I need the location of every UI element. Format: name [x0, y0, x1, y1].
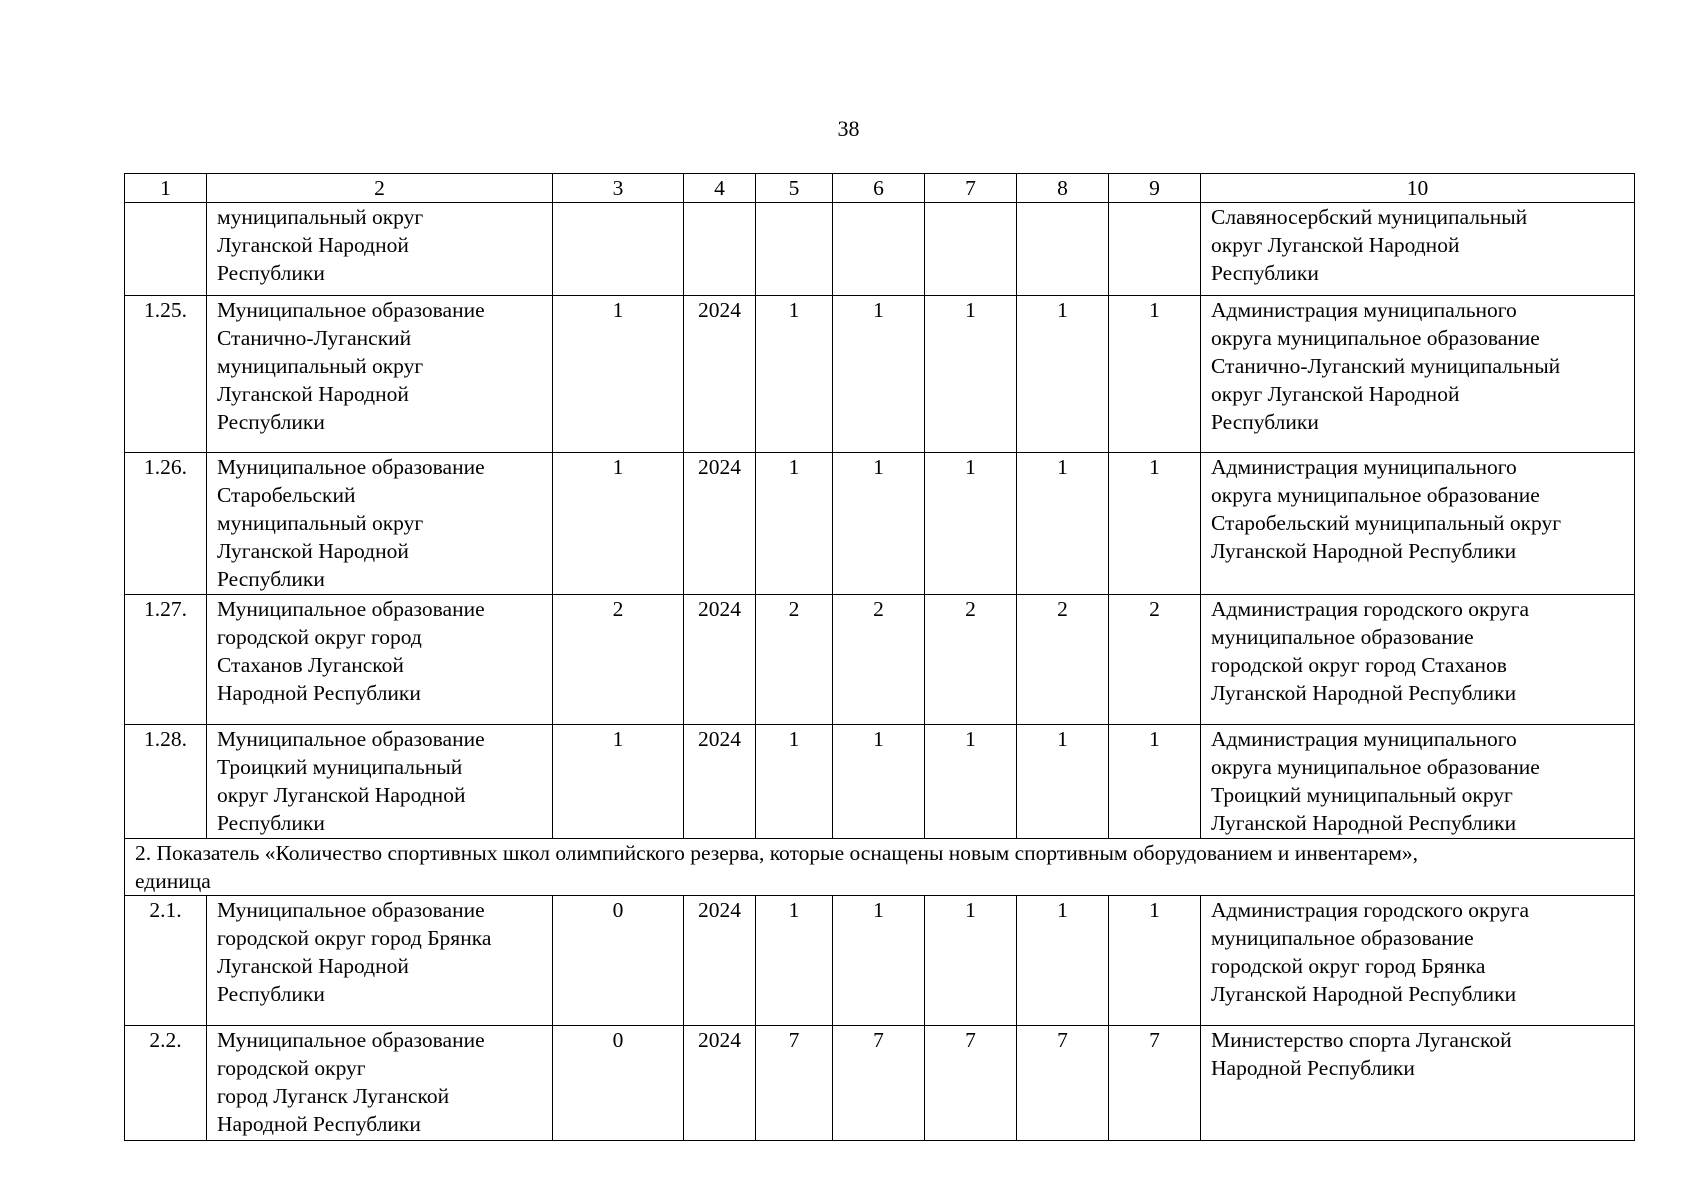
value-cell-v7: 2: [925, 595, 1017, 725]
value-cell-v5: [756, 203, 833, 296]
responsible-body-cell: [1201, 1026, 1635, 1141]
value-cell-v7: 1: [925, 725, 1017, 839]
cell-text-line: Республики: [1211, 410, 1319, 434]
table-row: [125, 725, 1635, 839]
cell-text-line: муниципальный округ: [217, 354, 424, 378]
cell-text-line: Администрация городского округа: [1211, 898, 1530, 922]
cell-text-line: округ Луганской Народной: [1211, 382, 1460, 406]
value-cell-v5: 7: [756, 1026, 833, 1141]
row-number-cell: [125, 203, 207, 296]
municipality-name-cell: [207, 453, 553, 595]
cell-text-line: Славяносербский муниципальный: [1211, 205, 1528, 229]
cell-text-line: Луганской Народной: [217, 382, 409, 406]
column-number-6: 6: [833, 174, 925, 203]
responsible-body-cell: [1201, 296, 1635, 453]
value-cell-v5: 1: [756, 896, 833, 1026]
row-number-cell: 2.2.: [125, 1026, 207, 1141]
cell-text-line: городской округ: [217, 1056, 366, 1080]
value-cell-v8: 1: [1017, 296, 1109, 453]
cell-text-line: Муниципальное образование: [217, 298, 485, 322]
municipality-name-cell: [207, 595, 553, 725]
value-cell-v8: 1: [1017, 896, 1109, 1026]
value-cell-v6: [833, 203, 925, 296]
value-cell-v9: 1: [1109, 725, 1201, 839]
cell-text-line: Народной Республики: [217, 1112, 421, 1136]
value-cell-v9: 1: [1109, 896, 1201, 1026]
column-number-2: 2: [207, 174, 553, 203]
row-number-cell: 1.26.: [125, 453, 207, 595]
column-number-header-row: [125, 174, 1635, 203]
responsible-body-cell: [1201, 203, 1635, 296]
value-cell-v5: 2: [756, 595, 833, 725]
value-cell-v4: 2024: [684, 595, 756, 725]
value-cell-v7: [925, 203, 1017, 296]
row-number-cell: 1.25.: [125, 296, 207, 453]
column-number-9: 9: [1109, 174, 1201, 203]
value-cell-v7: 1: [925, 896, 1017, 1026]
cell-text-line: Луганской Народной Республики: [1211, 539, 1517, 563]
value-cell-v8: 2: [1017, 595, 1109, 725]
cell-text-line: округа муниципальное образование: [1211, 483, 1540, 507]
value-cell-v6: 1: [833, 296, 925, 453]
cell-text-line: Луганской Народной: [217, 539, 409, 563]
value-cell-v4: 2024: [684, 725, 756, 839]
cell-text-line: Администрация муниципального: [1211, 298, 1517, 322]
cell-text-line: Народной Республики: [217, 681, 421, 705]
cell-text-line: Муниципальное образование: [217, 455, 485, 479]
value-cell-v5: 1: [756, 453, 833, 595]
value-cell-v4: [684, 203, 756, 296]
section-2-title: [125, 839, 1635, 896]
value-cell-v6: 1: [833, 725, 925, 839]
value-cell-v8: 1: [1017, 453, 1109, 595]
value-cell-v9: 1: [1109, 296, 1201, 453]
cell-text-line: Старобельский муниципальный округ: [1211, 511, 1562, 535]
cell-text-line: Троицкий муниципальный округ: [1211, 783, 1513, 807]
municipality-name-cell: [207, 296, 553, 453]
cell-text-line: Республики: [217, 811, 325, 835]
value-cell-v3: [553, 203, 684, 296]
municipality-name-cell: [207, 203, 553, 296]
cell-text-line: 2. Показатель «Количество спортивных школ олимпийского резерва, которые оснащены новым спортивным оборудованием и инвентарем»,: [135, 841, 1419, 865]
column-number-8: 8: [1017, 174, 1109, 203]
cell-text-line: городской округ город Брянка: [1211, 954, 1486, 978]
cell-text-line: единица: [135, 869, 211, 893]
cell-text-line: город Луганск Луганской: [217, 1084, 450, 1108]
section-title-row: [125, 839, 1635, 896]
cell-text-line: округ Луганской Народной: [217, 783, 466, 807]
value-cell-v9: 1: [1109, 453, 1201, 595]
column-number-3: 3: [553, 174, 684, 203]
municipality-name-cell: [207, 896, 553, 1026]
value-cell-v3: 0: [553, 896, 684, 1026]
value-cell-v7: 1: [925, 296, 1017, 453]
value-cell-v6: 1: [833, 453, 925, 595]
value-cell-v3: 2: [553, 595, 684, 725]
cell-text-line: Республики: [217, 410, 325, 434]
cell-text-line: городской округ город: [217, 625, 422, 649]
table-row: [125, 296, 1635, 453]
cell-text-line: Троицкий муниципальный: [217, 755, 463, 779]
value-cell-v6: 2: [833, 595, 925, 725]
row-number-cell: 1.28.: [125, 725, 207, 839]
cell-text-line: Луганской Народной Республики: [1211, 681, 1517, 705]
row-number-cell: 2.1.: [125, 896, 207, 1026]
value-cell-v8: 1: [1017, 725, 1109, 839]
table-row: [125, 453, 1635, 595]
cell-text-line: Станично-Луганский: [217, 326, 412, 350]
cell-text-line: Стаханов Луганской: [217, 653, 404, 677]
value-cell-v4: 2024: [684, 1026, 756, 1141]
cell-text-line: муниципальное образование: [1211, 926, 1474, 950]
cell-text-line: округ Луганской Народной: [1211, 233, 1460, 257]
value-cell-v5: 1: [756, 296, 833, 453]
value-cell-v9: [1109, 203, 1201, 296]
value-cell-v5: 1: [756, 725, 833, 839]
table-row: [125, 896, 1635, 1026]
value-cell-v4: 2024: [684, 896, 756, 1026]
table-row: [125, 595, 1635, 725]
value-cell-v3: 1: [553, 725, 684, 839]
cell-text-line: Станично-Луганский муниципальный: [1211, 354, 1561, 378]
value-cell-v8: [1017, 203, 1109, 296]
cell-text-line: Народной Республики: [1211, 1056, 1415, 1080]
cell-text-line: муниципальное образование: [1211, 625, 1474, 649]
value-cell-v4: 2024: [684, 296, 756, 453]
value-cell-v9: 2: [1109, 595, 1201, 725]
value-cell-v7: 7: [925, 1026, 1017, 1141]
cell-text-line: Министерство спорта Луганской: [1211, 1028, 1512, 1052]
value-cell-v7: 1: [925, 453, 1017, 595]
value-cell-v6: 7: [833, 1026, 925, 1141]
cell-text-line: Луганской Народной: [217, 233, 409, 257]
indicator-table: [124, 173, 1635, 1141]
municipality-name-cell: [207, 725, 553, 839]
column-number-4: 4: [684, 174, 756, 203]
column-number-10: 10: [1201, 174, 1635, 203]
value-cell-v4: 2024: [684, 453, 756, 595]
row-number-cell: 1.27.: [125, 595, 207, 725]
responsible-body-cell: [1201, 725, 1635, 839]
cell-text-line: муниципальный округ: [217, 511, 424, 535]
cell-text-line: Луганской Народной Республики: [1211, 982, 1517, 1006]
cell-text-line: городской округ город Брянка: [217, 926, 492, 950]
cell-text-line: Муниципальное образование: [217, 1028, 485, 1052]
cell-text-line: Республики: [217, 261, 325, 285]
cell-text-line: Администрация муниципального: [1211, 455, 1517, 479]
cell-text-line: Администрация городского округа: [1211, 597, 1530, 621]
responsible-body-cell: [1201, 453, 1635, 595]
cell-text-line: округа муниципальное образование: [1211, 755, 1540, 779]
cell-text-line: муниципальный округ: [217, 205, 424, 229]
value-cell-v6: 1: [833, 896, 925, 1026]
column-number-1: 1: [125, 174, 207, 203]
value-cell-v3: 1: [553, 453, 684, 595]
municipality-name-cell: [207, 1026, 553, 1141]
cell-text-line: Республики: [1211, 261, 1319, 285]
cell-text-line: Муниципальное образование: [217, 898, 485, 922]
responsible-body-cell: [1201, 896, 1635, 1026]
value-cell-v3: 1: [553, 296, 684, 453]
column-number-5: 5: [756, 174, 833, 203]
cell-text-line: Старобельский: [217, 483, 356, 507]
cell-text-line: Луганской Народной: [217, 954, 409, 978]
cell-text-line: Республики: [217, 567, 325, 591]
cell-text-line: Муниципальное образование: [217, 727, 485, 751]
value-cell-v9: 7: [1109, 1026, 1201, 1141]
table-row: [125, 203, 1635, 296]
column-number-7: 7: [925, 174, 1017, 203]
cell-text-line: Муниципальное образование: [217, 597, 485, 621]
cell-text-line: округа муниципальное образование: [1211, 326, 1540, 350]
table-row: [125, 1026, 1635, 1141]
cell-text-line: Республики: [217, 982, 325, 1006]
cell-text-line: Администрация муниципального: [1211, 727, 1517, 751]
page-number: 38: [837, 116, 860, 141]
value-cell-v8: 7: [1017, 1026, 1109, 1141]
value-cell-v3: 0: [553, 1026, 684, 1141]
cell-text-line: Луганской Народной Республики: [1211, 811, 1517, 835]
cell-text-line: городской округ город Стаханов: [1211, 653, 1507, 677]
responsible-body-cell: [1201, 595, 1635, 725]
